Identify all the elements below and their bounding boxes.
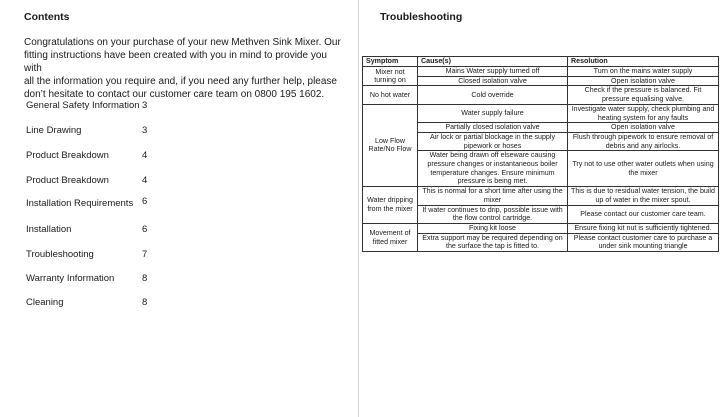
column-divider bbox=[358, 0, 359, 417]
intro-paragraph bbox=[24, 36, 342, 101]
toc-item-installation[interactable]: Installation 6 bbox=[26, 224, 148, 235]
resolution-cell: Flush through pipework to ensure removal of debris and any airlocks. bbox=[568, 132, 719, 150]
cause-cell: Closed isolation valve bbox=[418, 76, 568, 86]
intro-line: don’t hesitate to contact our customer care team on 0800 195 1602. bbox=[24, 89, 325, 100]
toc-item-installation-requirements[interactable]: Installation Requirements 6 bbox=[26, 196, 148, 209]
table-row bbox=[363, 67, 719, 77]
header-causes: Cause(s) bbox=[418, 57, 568, 67]
cause-cell: This is normal for a short time after using the mixer bbox=[418, 187, 568, 205]
contents-heading: Contents bbox=[24, 11, 70, 23]
cause-cell: Partially closed isolation valve bbox=[418, 123, 568, 133]
symptom-cell: Mixer not turning on bbox=[363, 67, 418, 86]
cause-cell: Air lock or partial blockage in the supply pipework or hoses bbox=[418, 132, 568, 150]
troubleshooting-table-wrapper bbox=[362, 56, 718, 252]
cause-cell: Cold override bbox=[418, 86, 568, 104]
table-row bbox=[363, 104, 719, 122]
symptom-cell: Low Flow Rate/No Flow bbox=[363, 104, 418, 186]
table-row bbox=[363, 86, 719, 104]
resolution-cell: Please contact our customer care team. bbox=[568, 205, 719, 223]
resolution-cell: This is due to residual water tension, the build up of water in the mixer spout. bbox=[568, 187, 719, 205]
header-symptom: Symptom bbox=[363, 57, 418, 67]
toc-item-troubleshooting[interactable]: Troubleshooting 7 bbox=[26, 249, 148, 260]
header-resolution: Resolution bbox=[568, 57, 719, 67]
cause-cell: Water supply failure bbox=[418, 104, 568, 122]
resolution-cell: Ensure fixing kit nut is sufficiently tightened. bbox=[568, 223, 719, 233]
intro-line: all the information you require and, if you need any further help, please bbox=[24, 76, 337, 87]
toc-item-general-safety[interactable]: General Safety Information 3 bbox=[26, 100, 148, 111]
symptom-cell: Water dripping from the mixer bbox=[363, 187, 418, 224]
toc-item-product-breakdown[interactable]: Product Breakdown 4 bbox=[26, 150, 148, 161]
cause-cell: If water continues to drip, possible issue with the flow control cartridge. bbox=[418, 205, 568, 223]
resolution-cell: Open isolation valve bbox=[568, 76, 719, 86]
table-row bbox=[363, 187, 719, 205]
cause-cell: Water being drawn off elseware causing pressure changes or instantaneous boiler temperature changes. Ensure minimum pressure is being met. bbox=[418, 151, 568, 187]
symptom-cell: Movement of fitted mixer bbox=[363, 223, 418, 251]
resolution-cell: Investigate water supply, check plumbing and heating system for any faults bbox=[568, 104, 719, 122]
toc-item-product-breakdown[interactable]: Product Breakdown 4 bbox=[26, 175, 148, 186]
cause-cell: Fixing kit loose bbox=[418, 223, 568, 233]
table-row bbox=[363, 223, 719, 233]
toc-item-cleaning[interactable]: Cleaning 8 bbox=[26, 297, 148, 308]
resolution-cell: Try not to use other water outlets when using the mixer bbox=[568, 151, 719, 187]
resolution-cell: Turn on the mains water supply bbox=[568, 67, 719, 77]
cause-cell: Mains Water supply turned off bbox=[418, 67, 568, 77]
resolution-cell: Check if the pressure is balanced. Fit pressure equalising valve. bbox=[568, 86, 719, 104]
troubleshooting-heading: Troubleshooting bbox=[380, 11, 463, 23]
resolution-cell: Open isolation valve bbox=[568, 123, 719, 133]
intro-line: fitting instructions have been created with you in mind to provide you with bbox=[24, 50, 327, 74]
troubleshooting-table bbox=[362, 56, 719, 252]
cause-cell: Extra support may be required depending on the surface the tap is fitted to. bbox=[418, 233, 568, 251]
symptom-cell: No hot water bbox=[363, 86, 418, 104]
resolution-cell: Please contact customer care to purchase a under sink mounting triangle bbox=[568, 233, 719, 251]
toc-item-warranty[interactable]: Warranty Information 8 bbox=[26, 273, 148, 284]
toc-item-line-drawing[interactable]: Line Drawing 3 bbox=[26, 125, 148, 136]
intro-line: Congratulations on your purchase of your new Methven Sink Mixer. Our bbox=[24, 37, 341, 48]
table-header-row bbox=[363, 57, 719, 67]
